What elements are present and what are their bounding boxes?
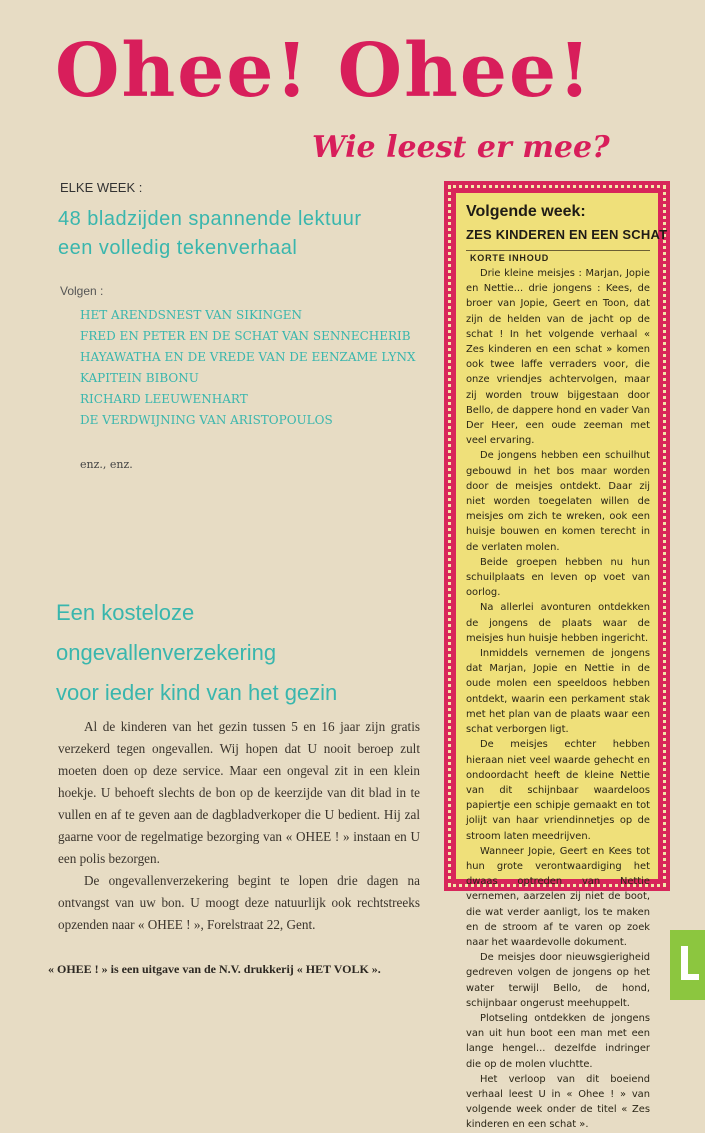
insurance-heading-1: Een kosteloze — [56, 600, 195, 625]
insurance-body — [58, 716, 420, 936]
summary-paragraph: Inmiddels vernemen de jongens dat Marjan, Jopie en Nettie in de oude molen een speeldoos hebben ontdekt, waarin een perkament stak met het plan van de plaats waar een schat verborgen ligt. — [466, 648, 650, 736]
follow-label: Volgen : — [60, 284, 104, 298]
summary-paragraph: Beide groepen hebben nu hun schuilplaats en leven op voet van oorlog. — [466, 556, 650, 599]
summary-paragraph: Wanneer Jopie, Geert en Kees tot hun grote verontwaardiging het dwaas optreden van Nettie vernemen, aarzelen zij niet de boot, die wat verder aanligt, los te maken en de stroom af te varen op zoek naar het waardevolle dokument. — [466, 845, 650, 948]
body-paragraph: Al de kinderen van het gezin tussen 5 en 16 jaar zijn gratis verzekerd tegen ongevallen. Wij hopen dat U nooit beroep zult moeten doen op deze service. Maar een ongeval zit in een klein hoekje. U behoeft slechts de bon op de keerzijde van dit blad in te vullen en af te geven aan de dagbladverkoper die U bedient. Hij zal gaarne voor de regelmatige bezorging van « OHEE ! » instaan en U een polis bezorgen. — [58, 719, 420, 866]
series-item: HAYAWATHA EN DE VREDE VAN DE EENZAME LYNX — [80, 350, 416, 364]
series-item: RICHARD LEEUWENHART — [80, 392, 248, 406]
next-week-title: ZES KINDEREN EN EEN SCHAT — [466, 227, 668, 242]
masthead-title: Ohee! Ohee! — [55, 28, 593, 114]
summary-subheading: KORTE INHOUD — [470, 253, 550, 263]
tagline: Wie leest er mee? — [312, 130, 610, 165]
insurance-heading-2: ongevallenverzekering — [56, 640, 277, 665]
series-item: FRED EN PETER EN DE SCHAT VAN SENNECHERIB — [80, 329, 411, 343]
summary-paragraph: Plotseling ontdekken de jongens van uit hun boot een man met een lange hengel... dezelfde indringer die op de molen vluchtte. — [466, 1012, 650, 1070]
weekly-line-2: een volledig tekenverhaal — [58, 237, 298, 259]
summary-paragraph: Drie kleine meisjes : Marjan, Jopie en Nettie... drie jongens : Kees, de broer van Jopie, Geert en Toon, dat zijn de helden van de jacht op de schat ! In het volgende verhaal « Zes kinderen en een schat » komen ook twee laffe verraders voor, die onze vriendjes achtervolgen, maar zij worden trouw bijgestaan door Bello, de dappere hond en vader Van Der Heer, een oude zeeman met veel ervaring. — [466, 268, 650, 447]
next-week-heading: Volgende week: — [466, 203, 586, 220]
summary-paragraph: Het verloop van dit boeiend verhaal leest U in « Ohee ! » van volgende week onder de titel « Zes kinderen en een schat ». — [466, 1073, 650, 1131]
next-week-box — [444, 181, 670, 1131]
summary-paragraph: De meisjes door nieuwsgierigheid gedreven volgen de jongens op het water terwijl Bello, de hond, schijnbaar ongerust meehuppelt. — [466, 952, 650, 1009]
summary-paragraph: De jongens hebben een schuilhut gebouwd in het bos maar worden door de meisjes ontdekt. Daar zij niet worden toegelaten willen de meisjes om zich te wreken, ook een huisje bouwen en komen terecht in de verlaten molen. — [466, 450, 650, 553]
body-paragraph: De ongevallenverzekering begint te lopen drie dagen na ontvangst van uw bon. U moogt deze natuurlijk ook rechtstreeks opzenden naar « OHEE ! », Forelstraat 22, Gent. — [58, 873, 420, 932]
divider — [466, 250, 650, 251]
series-item: HET ARENDSNEST VAN SIKINGEN — [80, 308, 302, 322]
etc-text: enz., enz. — [80, 458, 133, 471]
watermark-logo-icon — [670, 930, 705, 1000]
summary-paragraph: Na allerlei avonturen ontdekken de jongens de plaats waar de meisjes hun huisje hebben ingericht. — [466, 602, 650, 644]
weekly-line-1: 48 bladzijden spannende lektuur — [58, 208, 362, 230]
series-item: DE VERDWIJNING VAN ARISTOPOULOS — [80, 413, 333, 427]
series-list — [80, 305, 420, 431]
series-item: KAPITEIN BIBONU — [80, 371, 199, 385]
publisher-footer: « OHEE ! » is een uitgave van de N.V. drukkerij « HET VOLK ». — [48, 962, 381, 976]
l-logo-icon — [679, 944, 701, 982]
weekly-label: ELKE WEEK : — [60, 180, 143, 195]
summary-paragraph: De meisjes echter hebben hieraan niet veel waarde gehecht en ondoordacht heeft de kleine Nettie van dit schijnbaar waardeloos papiertje een schipje gemaakt en tot jolijt van haar vriendinnetjes op de stroom laten meedrijven. — [466, 739, 650, 842]
insurance-heading-3: voor ieder kind van het gezin — [56, 680, 338, 705]
box-content — [456, 193, 668, 1131]
